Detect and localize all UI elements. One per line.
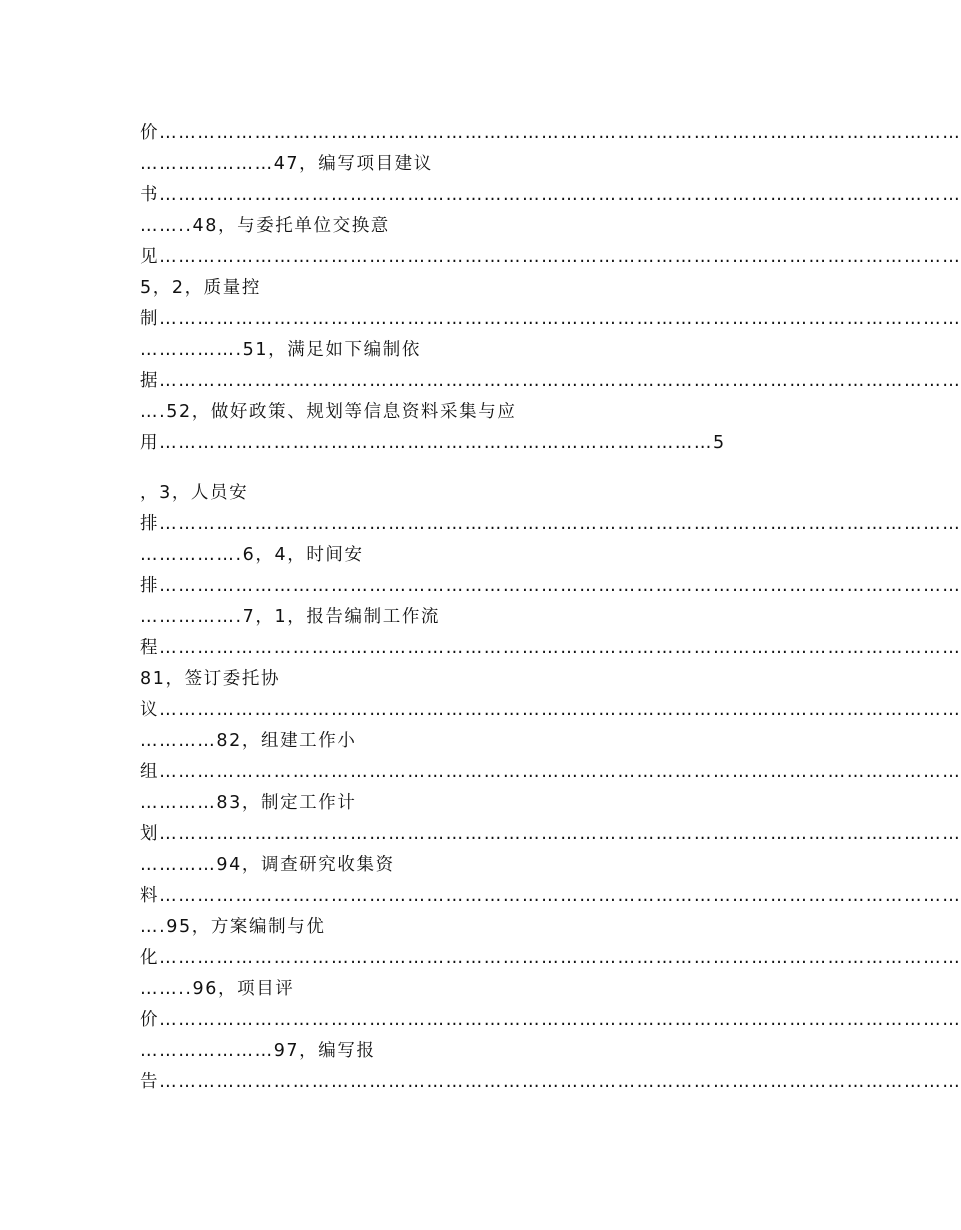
toc-line: …………….6，4，时间安 (140, 545, 364, 565)
toc-line: 排……………………………………………………………………………………………………………… (140, 514, 961, 534)
toc-line: 5，2，质量控 (140, 278, 261, 298)
toc-line: 用……………………………………………………………………………5 (140, 433, 726, 453)
toc-line: 排……………………………………………………………………………………………………………… (140, 576, 961, 596)
toc-line: 制……………………………………………………………………………………………………………… (140, 309, 961, 329)
toc-line: ……..96，项目评 (140, 979, 295, 999)
toc-line: 价……………………………………………………………………………………………………………… (140, 1010, 961, 1030)
toc-line: …………….51，满足如下编制依 (140, 340, 421, 360)
table-of-contents (140, 118, 961, 1098)
toc-line: …………………47，编写项目建议 (140, 154, 433, 174)
toc-line: …………83，制定工作计 (140, 793, 357, 813)
toc-line: …………….7，1，报告编制工作流 (140, 607, 441, 627)
toc-line: ……..48，与委托单位交换意 (140, 216, 390, 236)
toc-line: 组……………………………………………………………………………………………………………… (140, 762, 961, 782)
toc-line: 据……………………………………………………………………………………………………………… (140, 371, 961, 391)
toc-line: …………94，调查研究收集资 (140, 855, 395, 875)
toc-line: …………………97，编写报 (140, 1041, 376, 1061)
toc-line: 议……………………………………………………………………………………………………………… (140, 700, 961, 720)
toc-line: ….52，做好政策、规划等信息资料采集与应 (140, 402, 517, 422)
toc-line: 料……………………………………………………………………………………………………………… (140, 886, 961, 906)
toc-line: …………82，组建工作小 (140, 731, 357, 751)
toc-line: 价……………………………………………………………………………………………………………… (140, 123, 961, 143)
toc-line: 81，签订委托协 (140, 669, 281, 689)
toc-line: ，3，人员安 (140, 483, 249, 503)
toc-line: 见……………………………………………………………………………………………………………… (140, 247, 961, 267)
toc-line: ….95，方案编制与优 (140, 917, 326, 937)
toc-line: 划……………………………………………………………………………………………………………… (140, 824, 961, 844)
toc-line: 化……………………………………………………………………………………………………………… (140, 948, 961, 968)
toc-line: 书……………………………………………………………………………………………………………… (140, 185, 961, 205)
toc-line: 程……………………………………………………………………………………………………………… (140, 638, 961, 658)
toc-line: 告……………………………………………………………………………………………………………… (140, 1072, 961, 1092)
